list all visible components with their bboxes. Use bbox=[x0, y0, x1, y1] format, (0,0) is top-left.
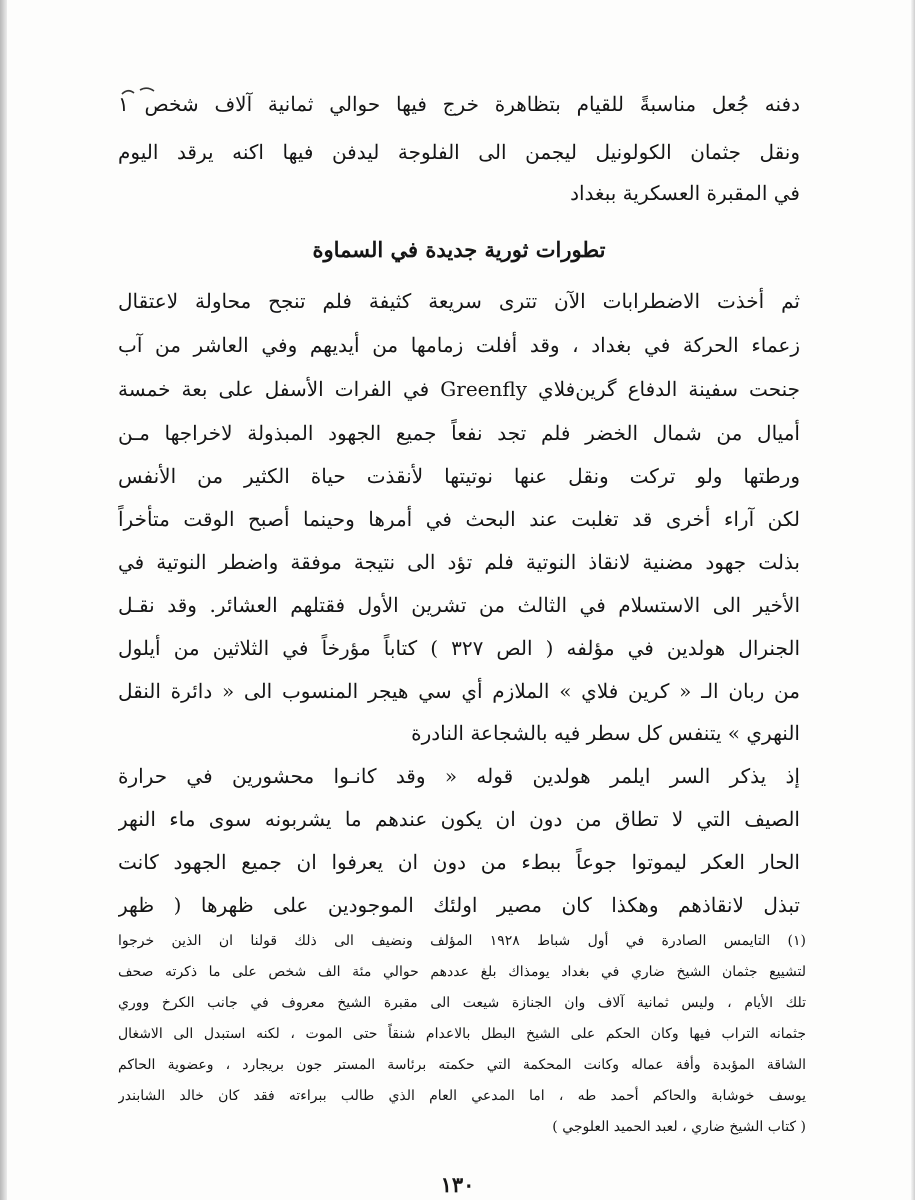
body-line: إذ يذكر السر ايلمر هولدين قوله « وقد كانـوا محشورين في حرارة bbox=[118, 764, 800, 788]
body-line: الجنرال هولدين في مؤلفه ( الص ٣٢٧ ) كتاباً مؤرخاً في الثلاثين من أيلول bbox=[118, 636, 800, 660]
body-line: زعماء الحركة في بغداد ، وقد أفلت زمامها من أيديهم وفي العاشر من آب bbox=[118, 333, 800, 357]
body-line: دفنه جُعل مناسبةً للقيام بتظاهرة خرج فيها حوالي ثمانية آلاف شخص ١ bbox=[118, 92, 800, 116]
footnote-line: تلك الأيام ، وليس ثمانية آلاف وان الجنازة شيعت الى مقبرة الشيخ معروف في جانب الكرخ ووري bbox=[118, 995, 806, 1011]
body-line: الصيف التي لا تطاق من دون ان يكون عندهم ما يشربونه سوى ماء النهر bbox=[118, 807, 800, 831]
section-heading: تطورات ثورية جديدة في السماوة bbox=[312, 237, 606, 262]
body-line: جنحت سفينة الدفاع گرين‌فلاي Greenfly في الفرات الأسفل على بعة خمسة bbox=[118, 377, 800, 401]
body-line: أميال من شمال الخضر فلم تجد نفعاً جميع الجهود المبذولة لاخراجها مـن bbox=[118, 421, 800, 445]
page-edge-shadow-left bbox=[0, 0, 7, 1200]
body-line: ثم أخذت الاضطرابات الآن تترى سريعة كثيفة فلم تنجح محاولة لاعتقال bbox=[118, 289, 800, 313]
footnote-line: الشاقة المؤبدة وأفة عماله وكانت المحكمة التي حكمته برئاسة المستر جون بريجارد ، وعضوية الحاكم bbox=[118, 1057, 806, 1073]
body-line: النهري » يتنفس كل سطر فيه بالشجاعة النادرة bbox=[411, 721, 800, 745]
body-line: في المقبرة العسكرية ببغداد bbox=[570, 181, 800, 205]
footnote-line: يوسف خوشابة والحاكم أحمد طه ، اما المدعي العام الذي طالب ببراءته فقد كان خالد الشابندر bbox=[118, 1088, 806, 1104]
body-line: ونقل جثمان الكولونيل ليجمن الى الفلوجة ليدفن فيها اكنه يرقد اليوم bbox=[118, 140, 800, 164]
body-line: من ربان الـ « كرين فلاي » الملازم أي سي هيجر المنسوب الى « دائرة النقل bbox=[118, 679, 800, 703]
footnote-line: ( كتاب الشيخ ضاري ، لعبد الحميد العلوجي ) bbox=[552, 1119, 806, 1135]
footnote-line: (١) التايمس الصادرة في أول شباط ١٩٢٨ المؤلف ونضيف الى ذلك قولنا ان الذين خرجوا bbox=[118, 933, 806, 949]
body-line: الأخير الى الاستسلام في الثالث من تشرين الأول فقتلهم العشائر. وقد نقـل bbox=[118, 593, 800, 617]
body-line: بذلت جهود مضنية لانقاذ النوتية فلم تؤد الى نتيجة موفقة واضطر النوتية في bbox=[118, 550, 800, 574]
page-number: ١٣٠ bbox=[440, 1172, 475, 1197]
body-line: ورطتها ولو تركت ونقل عنها نوتيتها لأنقذت حياة الكثير من الأنفس bbox=[118, 464, 800, 488]
body-line: تبذل لانقاذهم وهكذا كان مصير اولئك الموجودين على ظهرها ( ظهر bbox=[118, 893, 800, 917]
body-line: الحار العكر ليموتوا جوعاً ببطء من دون ان يعرفوا ان جميع الجهود كانت bbox=[118, 850, 800, 874]
page-edge-shadow-right bbox=[911, 0, 915, 1200]
footnote-line: جثمانه التراب فيها وكان الحكم على الشيخ البطل بالاعدام شنقاً حتى الموت ، لكنه استبدل الى الاشغال bbox=[118, 1026, 806, 1042]
body-line: لكن آراء أخرى قد تغلبت عند البحث في أمرها وحينما أصبح الوقت متأخراً bbox=[118, 507, 800, 531]
footnote-line: لتشييع جثمان الشيخ ضاري في بغداد يومذاك بلغ عددهم حوالي مئة الف شخص على ما ذكرته صحف bbox=[118, 964, 806, 980]
